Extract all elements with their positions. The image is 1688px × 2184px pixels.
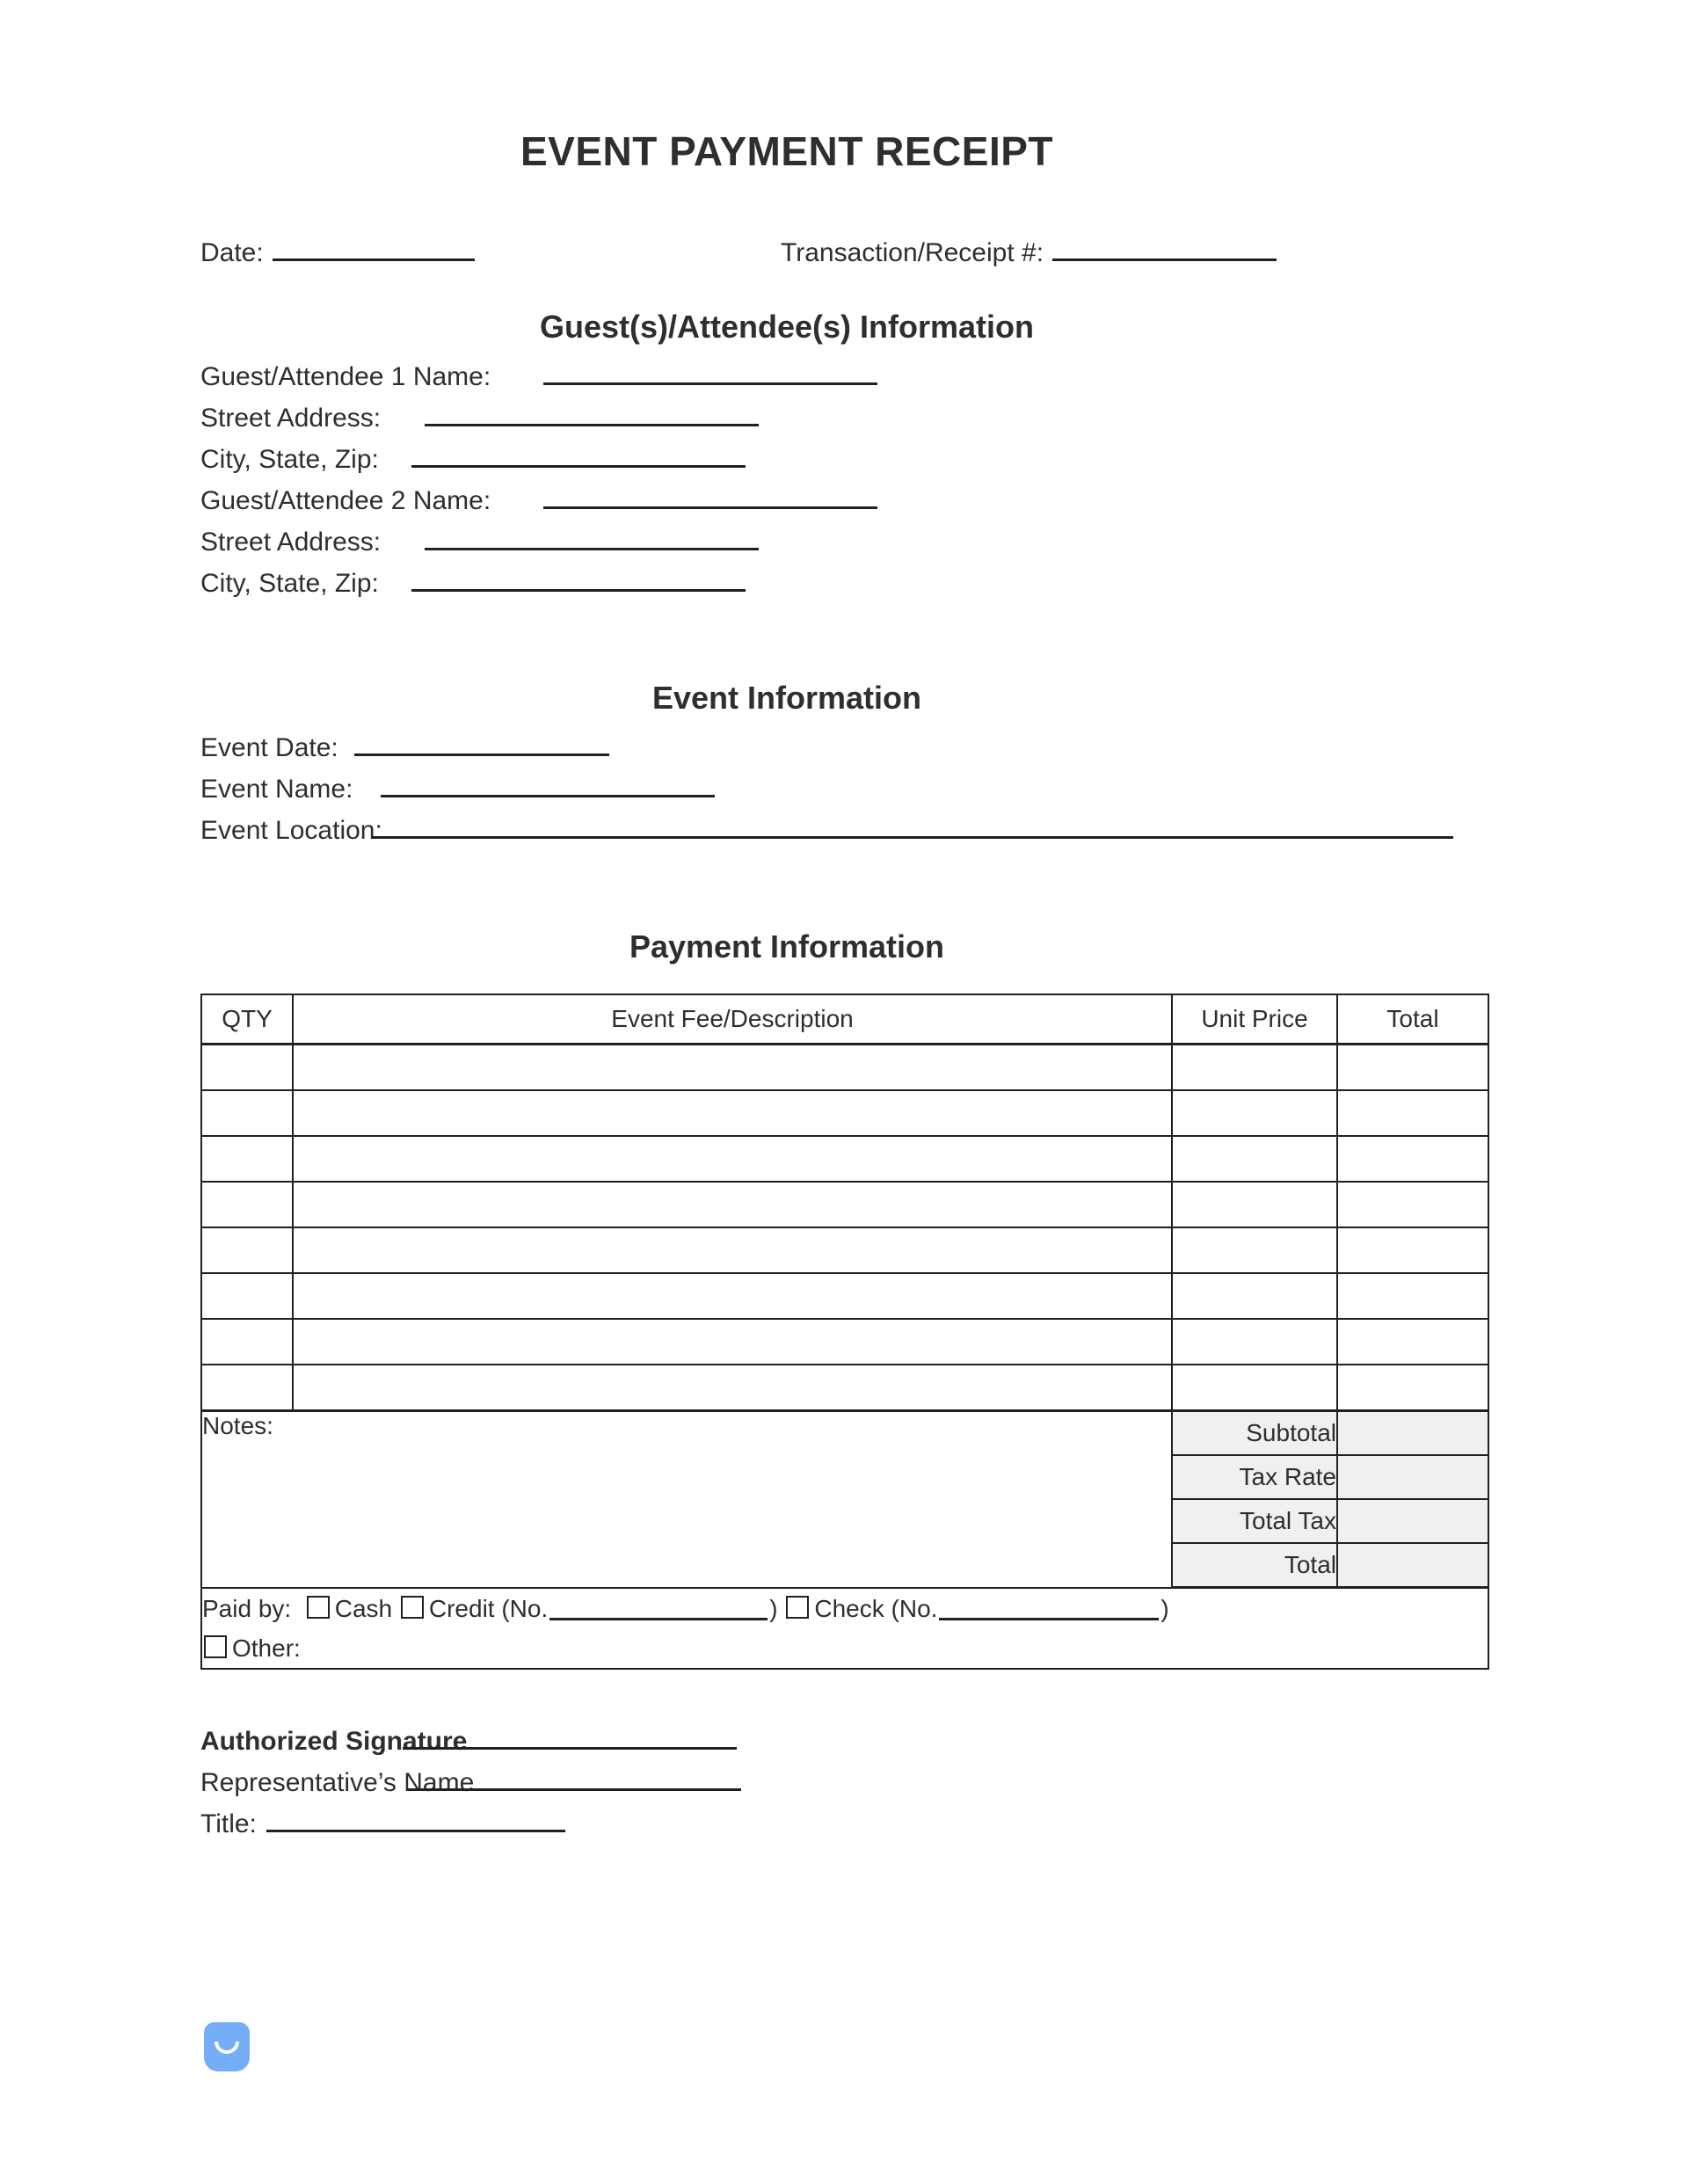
subtotal-label: Subtotal	[1172, 1411, 1337, 1456]
guest2-street-input-line[interactable]	[425, 525, 759, 550]
table-row[interactable]	[201, 1182, 1488, 1227]
authorized-signature-label: Authorized Signature	[200, 1727, 468, 1757]
cell-total[interactable]	[1337, 1182, 1488, 1227]
tax-rate-label: Tax Rate	[1172, 1455, 1337, 1499]
title-field	[200, 1803, 1488, 1845]
guest1-city-input-line[interactable]	[411, 442, 746, 468]
cell-qty[interactable]	[201, 1045, 293, 1091]
checkbox-cash[interactable]	[307, 1596, 330, 1619]
guest2-city-field	[200, 563, 1488, 604]
credit-label: Credit (No.	[428, 1595, 549, 1623]
guest1-name-label: Guest/Attendee 1 Name:	[200, 362, 491, 392]
cell-unit-price[interactable]	[1172, 1227, 1337, 1273]
checkbox-check[interactable]	[786, 1596, 809, 1619]
table-row[interactable]	[201, 1273, 1488, 1319]
table-row[interactable]	[201, 1227, 1488, 1273]
event-section-heading: Event Information	[651, 680, 922, 717]
guest1-city-field	[200, 439, 1488, 480]
event-location-label: Event Location:	[200, 816, 382, 846]
check-close-paren: )	[1160, 1595, 1169, 1623]
guest1-name-input-line[interactable]	[543, 360, 877, 385]
table-row[interactable]	[201, 1045, 1488, 1091]
smile-curve-icon	[215, 2042, 239, 2054]
cash-label: Cash	[334, 1595, 393, 1623]
cell-total[interactable]	[1337, 1090, 1488, 1136]
other-label: Other:	[232, 1634, 301, 1663]
column-header-qty: QTY	[201, 994, 293, 1045]
authorized-signature-field	[200, 1721, 1488, 1762]
grand-total-label: Total	[1172, 1543, 1337, 1588]
grand-total-value[interactable]	[1337, 1543, 1488, 1588]
date-input-line[interactable]	[273, 236, 475, 261]
guest2-city-input-line[interactable]	[411, 566, 746, 592]
total-tax-label: Total Tax	[1172, 1499, 1337, 1543]
column-header-unit-price: Unit Price	[1172, 994, 1337, 1045]
receipt-input-line[interactable]	[1052, 236, 1277, 261]
credit-number-input-line[interactable]	[549, 1597, 768, 1620]
cell-description[interactable]	[293, 1227, 1172, 1273]
cell-unit-price[interactable]	[1172, 1136, 1337, 1182]
date-field	[200, 236, 781, 266]
checkbox-other[interactable]	[204, 1635, 227, 1658]
cell-description[interactable]	[293, 1045, 1172, 1091]
payment-table	[200, 994, 1489, 1670]
cell-description[interactable]	[293, 1273, 1172, 1319]
event-date-input-line[interactable]	[354, 731, 609, 756]
guest1-name-field	[200, 356, 1488, 397]
paid-by-label: Paid by:	[202, 1595, 292, 1623]
payment-section-heading: Payment Information	[629, 928, 945, 965]
column-header-description: Event Fee/Description	[293, 994, 1172, 1045]
notes-subtotal-row	[201, 1411, 1488, 1456]
receipt-field	[781, 236, 1277, 266]
cell-unit-price[interactable]	[1172, 1090, 1337, 1136]
cell-qty[interactable]	[201, 1182, 293, 1227]
cell-total[interactable]	[1337, 1045, 1488, 1091]
title-input-line[interactable]	[266, 1807, 565, 1832]
header-meta-row	[200, 236, 1488, 266]
authorized-signature-input-line[interactable]	[403, 1724, 737, 1750]
cell-description[interactable]	[293, 1365, 1172, 1411]
check-label: Check (No.	[814, 1595, 938, 1623]
table-row[interactable]	[201, 1136, 1488, 1182]
check-number-input-line[interactable]	[939, 1597, 1159, 1620]
cell-qty[interactable]	[201, 1227, 293, 1273]
event-date-label: Event Date:	[200, 733, 338, 763]
cell-qty[interactable]	[201, 1319, 293, 1365]
page-title: EVENT PAYMENT RECEIPT	[520, 128, 1054, 174]
representative-name-field	[200, 1762, 1488, 1803]
guest1-street-input-line[interactable]	[425, 401, 759, 426]
guests-field-list	[200, 356, 1488, 604]
checkbox-credit[interactable]	[401, 1596, 424, 1619]
cell-unit-price[interactable]	[1172, 1273, 1337, 1319]
table-row[interactable]	[201, 1090, 1488, 1136]
guest2-street-label: Street Address:	[200, 528, 382, 557]
guest2-street-field	[200, 521, 1488, 563]
notes-label: Notes:	[202, 1412, 273, 1440]
date-label: Date:	[200, 238, 264, 268]
cell-description[interactable]	[293, 1319, 1172, 1365]
guest1-street-field	[200, 397, 1488, 439]
receipt-label: Transaction/Receipt #:	[781, 238, 1044, 268]
subtotal-value[interactable]	[1337, 1411, 1488, 1456]
table-row[interactable]	[201, 1365, 1488, 1411]
cell-unit-price[interactable]	[1172, 1045, 1337, 1091]
cell-unit-price[interactable]	[1172, 1365, 1337, 1411]
event-location-input-line[interactable]	[372, 813, 1453, 839]
event-name-label: Event Name:	[200, 775, 353, 804]
representative-name-input-line[interactable]	[407, 1765, 741, 1791]
tax-rate-value[interactable]	[1337, 1455, 1488, 1499]
title-label: Title:	[200, 1809, 257, 1839]
cell-qty[interactable]	[201, 1273, 293, 1319]
cell-total[interactable]	[1337, 1319, 1488, 1365]
cell-description[interactable]	[293, 1136, 1172, 1182]
paid-by-cell	[201, 1588, 1488, 1670]
event-field-list	[200, 727, 1488, 851]
event-name-input-line[interactable]	[381, 772, 715, 797]
event-name-field	[200, 768, 1488, 810]
cell-description[interactable]	[293, 1090, 1172, 1136]
total-tax-value[interactable]	[1337, 1499, 1488, 1543]
cell-total[interactable]	[1337, 1273, 1488, 1319]
cell-qty[interactable]	[201, 1090, 293, 1136]
guests-section-heading: Guest(s)/Attendee(s) Information	[539, 309, 1035, 346]
cell-qty[interactable]	[201, 1365, 293, 1411]
signature-block	[200, 1721, 1488, 1845]
guest1-city-label: City, State, Zip:	[200, 445, 379, 475]
guest2-name-label: Guest/Attendee 2 Name:	[200, 486, 491, 516]
column-header-total: Total	[1337, 994, 1488, 1045]
guest1-street-label: Street Address:	[200, 404, 382, 433]
guest2-name-field	[200, 480, 1488, 521]
payment-table-header-row	[201, 994, 1488, 1045]
cell-description[interactable]	[293, 1182, 1172, 1227]
cell-unit-price[interactable]	[1172, 1182, 1337, 1227]
cell-total[interactable]	[1337, 1365, 1488, 1411]
credit-close-paren: )	[769, 1595, 778, 1623]
cell-total[interactable]	[1337, 1136, 1488, 1182]
table-row[interactable]	[201, 1319, 1488, 1365]
paid-by-row	[201, 1588, 1488, 1670]
notes-cell[interactable]	[201, 1411, 1172, 1588]
cell-unit-price[interactable]	[1172, 1319, 1337, 1365]
smile-logo-icon	[204, 2022, 250, 2071]
cell-qty[interactable]	[201, 1136, 293, 1182]
event-location-field	[200, 810, 1488, 851]
guest2-name-input-line[interactable]	[543, 484, 877, 509]
event-date-field	[200, 727, 1488, 768]
cell-total[interactable]	[1337, 1227, 1488, 1273]
guest2-city-label: City, State, Zip:	[200, 569, 379, 599]
representative-name-label: Representative’s Name	[200, 1768, 475, 1798]
